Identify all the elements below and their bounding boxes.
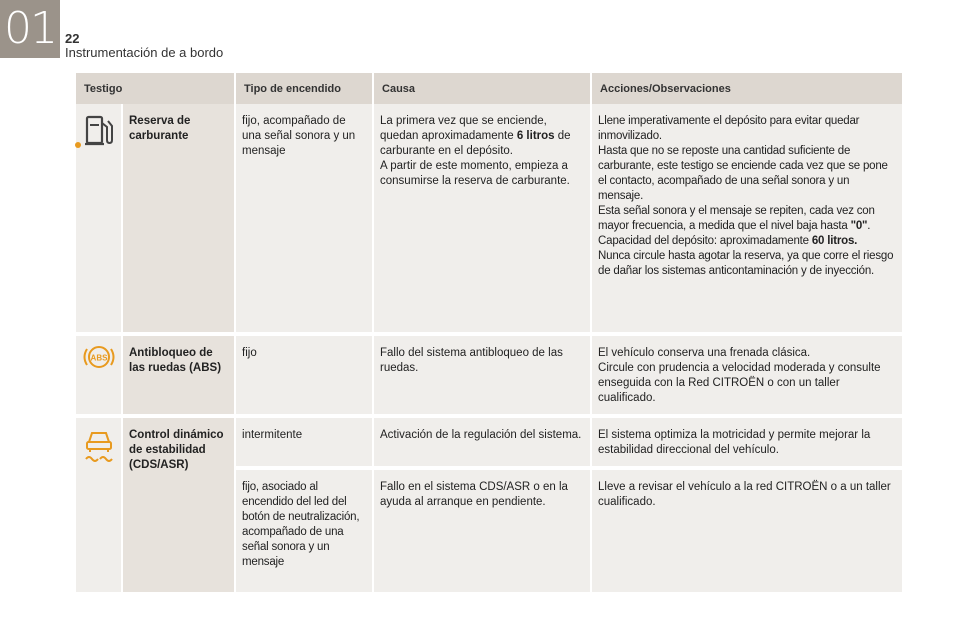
actions-cell: [591, 334, 902, 416]
actions-cell: [591, 104, 902, 334]
table-row: [76, 334, 902, 416]
table-row: [76, 416, 902, 468]
actions-cell: Lleve a revisar el vehículo a la red CITROËN o a un taller cualificado.: [591, 468, 902, 594]
chapter-number: 01: [0, 0, 60, 58]
fuel-pump-icon: [81, 110, 117, 150]
cause-text: de carburante en el depósito.: [380, 130, 571, 157]
activation-type: fijo: [235, 334, 373, 416]
abs-icon-label: ABS: [90, 353, 107, 363]
action-paragraph: El vehículo conserva una frenada clásica.: [598, 347, 811, 359]
cause-paragraph: A partir de este momento, empieza a consumirse la reserva de carburante.: [380, 160, 570, 187]
table-header-row: [76, 73, 902, 104]
amber-indicator-dot: [75, 142, 81, 148]
action-highlight: 60 litros.: [811, 235, 858, 247]
warning-name: Control dinámico de estabilidad (CDS/ASR): [122, 416, 235, 594]
warning-lights-table: [76, 73, 902, 596]
actions-cell: El sistema optimiza la motricidad y permite mejorar la estabilidad direccional del vehículo.: [591, 416, 902, 468]
cause-text: La primera vez que se enciende, quedan aproximadamente: [380, 115, 547, 142]
cause-cell: Fallo del sistema antibloqueo de las ruedas.: [373, 334, 591, 416]
activation-type: intermitente: [235, 416, 373, 468]
action-text: Esta señal sonora y el mensaje se repiten, cada vez con mayor frecuencia, a medida que el nivel baja hasta: [598, 205, 875, 232]
cause-paragraph: [380, 114, 584, 159]
action-paragraph: Hasta que no se reposte una cantidad suficiente de carburante, este testigo se enciende cada vez que se pone el contacto, acompañado de una señal sonora y un mensaje.: [598, 145, 888, 202]
column-header-acciones: Acciones/Observaciones: [591, 73, 902, 104]
action-highlight: "0": [850, 220, 868, 232]
page-number: 22: [65, 31, 80, 46]
icon-cell: [76, 334, 122, 416]
cause-cell: Fallo en el sistema CDS/ASR o en la ayuda al arranque en pendiente.: [373, 468, 591, 594]
warning-name: Reserva de carburante: [122, 104, 235, 334]
action-paragraph: [598, 204, 896, 234]
activation-type: fijo, asociado al encendido del led del botón de neutralización, acompañado de una señal sonora y un mensaje: [235, 468, 373, 594]
cause-cell: Activación de la regulación del sistema.: [373, 416, 591, 468]
action-text: .: [867, 220, 871, 232]
section-title: Instrumentación de a bordo: [65, 45, 224, 60]
stability-control-icon: [81, 424, 117, 464]
table-row: [76, 104, 902, 334]
column-header-causa: Causa: [373, 73, 591, 104]
cause-cell: [373, 104, 591, 334]
warning-name: Antibloqueo de las ruedas (ABS): [122, 334, 235, 416]
abs-icon: [81, 342, 117, 372]
icon-cell: [76, 416, 122, 594]
icon-cell: [76, 104, 122, 334]
column-header-testigo: Testigo: [76, 73, 235, 104]
action-paragraph: [598, 234, 896, 249]
activation-type: fijo, acompañado de una señal sonora y un mensaje: [235, 104, 373, 334]
column-header-tipo: Tipo de encendido: [235, 73, 373, 104]
action-paragraph: Llene imperativamente el depósito para evitar quedar inmovilizado.: [598, 115, 860, 142]
action-paragraph: Nunca circule hasta agotar la reserva, ya que corre el riesgo de dañar los sistemas anticontaminación y de inyección.: [598, 250, 894, 277]
action-paragraph: Circule con prudencia a velocidad moderada y consulte enseguida con la Red CITROËN o con un taller cualificado.: [598, 362, 881, 404]
action-text: Capacidad del depósito: aproximadamente: [598, 235, 812, 247]
cause-highlight: 6 litros: [516, 130, 555, 142]
